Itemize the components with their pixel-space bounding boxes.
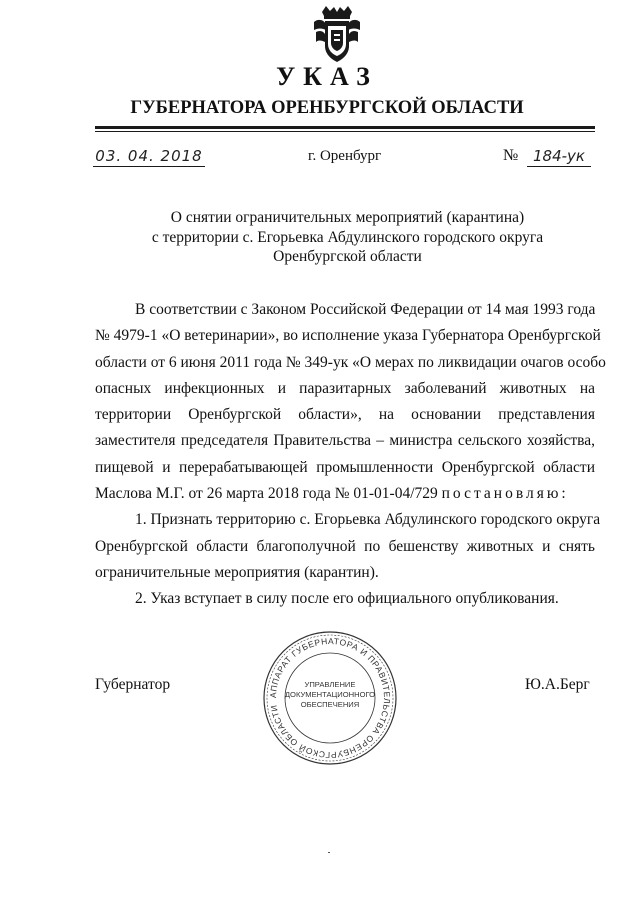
body-line-decree [95,481,595,507]
decree-subtitle: ГУБЕРНАТОРА ОРЕНБУРГСКОЙ ОБЛАСТИ [130,98,524,118]
number-sign: № [503,147,519,164]
signature-name: Ю.А.Берг [525,676,590,693]
item-line: Оренбургской области благополучной по бешенству животных и снять [95,537,595,555]
decree-city: г. Оренбург [308,148,382,164]
heading-line: с территории с. Егорьевка Абдулинского городского округа [151,228,544,246]
header-divider-thin [95,131,595,132]
item-line: 2. Указ вступает в силу после его официального опубликования. [135,590,559,608]
body-line: опасных инфекционных и паразитарных заболеваний животных на [95,379,595,397]
decree-heading [95,208,600,267]
heading-line: О снятии ограничительных мероприятий (карантина) [170,209,525,226]
header-divider-thick [95,126,595,129]
decree-date: 03. 04. 2018 [93,146,205,167]
stamp-line: ОБЕСПЕЧЕНИЯ [300,700,360,709]
signature-role: Губернатор [95,676,171,693]
body-line: пищевой и перерабатывающей промышленности Оренбургской области [95,458,595,476]
decree-body [95,297,606,613]
body-line: области от 6 июня 2011 года № 349-ук «О мерах по ликвидации очагов особо [95,353,606,371]
heading-line: Оренбургской области [273,248,422,265]
stamp-center-text [276,680,384,710]
coat-of-arms-icon [312,6,362,64]
stamp-line: УПРАВЛЕНИЕ [304,680,356,689]
decree-number: 184-ук [527,146,591,167]
body-line: В соответствии с Законом Российской Федерации от 14 мая 1993 года [135,301,596,318]
item-line: 1. Признать территорию с. Егорьевка Абдулинского городского округа [135,511,601,529]
body-line-text: Маслова М.Г. от 26 марта 2018 года № 01-01-04/729 [95,485,438,503]
stamp-ring-text: АППАРАТ ГУБЕРНАТОРА И ПРАВИТЕЛЬСТВА ОРЕНБУРГСКОЙ ОБЛАСТИ [267,635,393,761]
decree-verb: постановляю: [441,485,569,503]
body-line: территории Оренбургской области», на основании представления [95,406,595,424]
stamp-line: ДОКУМЕНТАЦИОННОГО [284,690,376,699]
body-line: заместителя председателя Правительства – министра сельского хозяйства, [95,432,595,450]
decree-title: УКАЗ [276,62,378,91]
scan-speck [328,852,330,853]
item-line: ограничительные мероприятия (карантин). [95,563,379,581]
body-line: № 4979-1 «О ветеринарии», во исполнение указа Губернатора Оренбургской [95,327,601,345]
